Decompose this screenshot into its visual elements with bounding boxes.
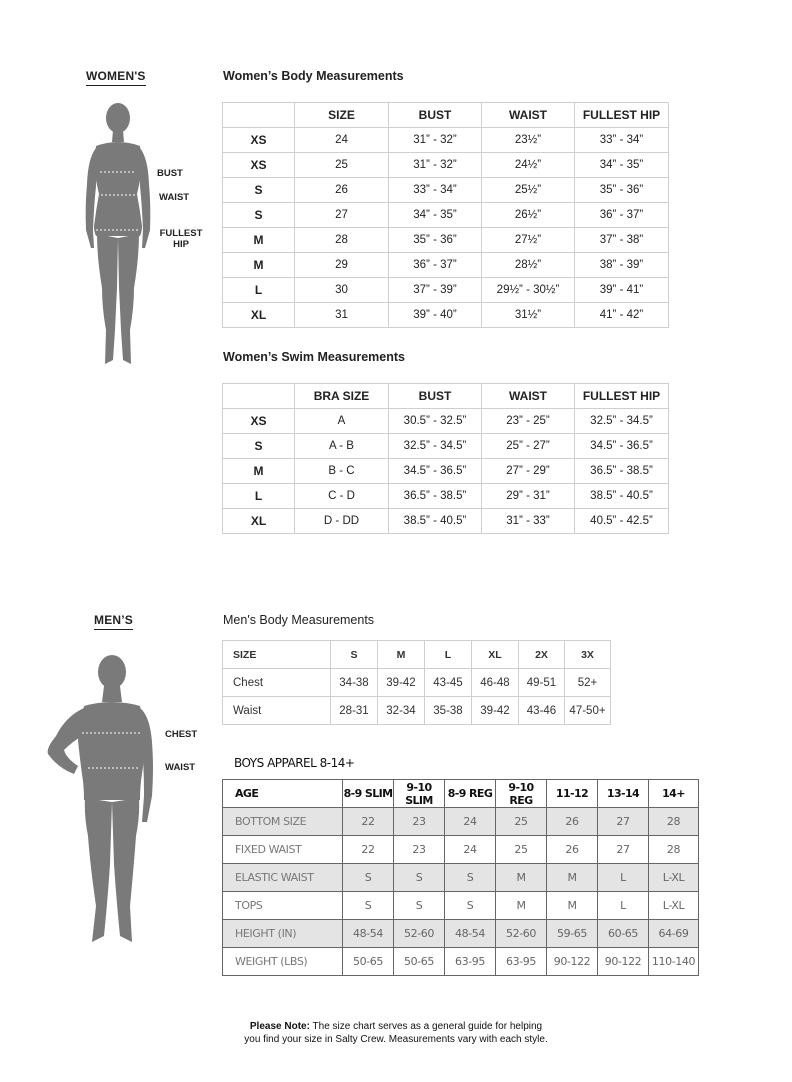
table-cell: 38.5” - 40.5” [575, 484, 669, 509]
mens-waist-label: WAIST [165, 762, 196, 773]
size-label-cell: M [223, 228, 295, 253]
size-label-cell: XL [223, 303, 295, 328]
size-note [200, 1021, 592, 1046]
table-cell: 63-95 [445, 948, 496, 976]
table-cell: 50-65 [343, 948, 394, 976]
table-cell: C - D [295, 484, 389, 509]
table-cell: M [547, 864, 598, 892]
fullest-hip-label-line2: HIP [173, 239, 189, 250]
table-cell: 35” - 36” [389, 228, 482, 253]
bust-label: BUST [157, 168, 183, 179]
womens-body-header-cell: WAIST [482, 103, 575, 128]
table-row [223, 153, 669, 178]
table-cell: 38.5” - 40.5” [389, 509, 482, 534]
womens-body-header-cell: FULLEST HIP [575, 103, 669, 128]
mens-heading: MEN’S [94, 613, 133, 630]
table-cell: 36” - 37” [389, 253, 482, 278]
table-cell: 33” - 34” [389, 178, 482, 203]
table-cell: 40.5” - 42.5” [575, 509, 669, 534]
table-cell: 39” - 41” [575, 278, 669, 303]
boys-header-cell: 8-9 SLIM [343, 780, 394, 808]
table-cell: 52-60 [394, 920, 445, 948]
table-cell: 34” - 35” [575, 153, 669, 178]
table-cell: 48-54 [343, 920, 394, 948]
table-cell: 52+ [565, 669, 611, 697]
table-cell: B - C [295, 459, 389, 484]
table-cell: 29” - 31” [482, 484, 575, 509]
table-cell: A [295, 409, 389, 434]
womens-body-header-cell: SIZE [295, 103, 389, 128]
table-cell: 39-42 [378, 669, 425, 697]
table-row [223, 669, 611, 697]
table-cell: 50-65 [394, 948, 445, 976]
table-row [223, 434, 669, 459]
table-cell: 35” - 36” [575, 178, 669, 203]
table-cell: S [445, 864, 496, 892]
table-cell: A - B [295, 434, 389, 459]
boys-header-cell: 11-12 [547, 780, 598, 808]
table-cell: S [343, 892, 394, 920]
boys-header-cell: AGE [223, 780, 343, 808]
table-cell: L [598, 892, 649, 920]
table-cell: 46-48 [472, 669, 519, 697]
table-cell: 26 [547, 836, 598, 864]
table-cell: 38” - 39” [575, 253, 669, 278]
table-cell: 34-38 [331, 669, 378, 697]
table-cell: 25½” [482, 178, 575, 203]
size-note-line2: you find your size in Salty Crew. Measurements vary with each style. [244, 1033, 548, 1045]
table-row [223, 253, 669, 278]
table-cell: 25” - 27” [482, 434, 575, 459]
mens-header-cell: L [425, 641, 472, 669]
size-label-cell: XL [223, 509, 295, 534]
size-label-cell: XS [223, 153, 295, 178]
table-cell: S [394, 864, 445, 892]
table-cell: 23½” [482, 128, 575, 153]
mens-body-title: Men's Body Measurements [223, 613, 375, 627]
table-cell: 27 [598, 836, 649, 864]
table-cell: 32-34 [378, 697, 425, 725]
womens-body-header-row [223, 103, 669, 128]
table-cell: 23 [394, 808, 445, 836]
table-cell: 31” - 33” [482, 509, 575, 534]
table-cell: 27 [295, 203, 389, 228]
table-cell: 36.5” - 38.5” [389, 484, 482, 509]
table-cell: 31 [295, 303, 389, 328]
table-cell: 37” - 38” [575, 228, 669, 253]
table-cell: 52-60 [496, 920, 547, 948]
table-cell: 24 [445, 836, 496, 864]
table-cell: M [547, 892, 598, 920]
table-cell: 23” - 25” [482, 409, 575, 434]
womens-swim-header-cell: BRA SIZE [295, 384, 389, 409]
womens-swim-header-cell [223, 384, 295, 409]
table-cell: 23 [394, 836, 445, 864]
row-label-cell: Chest [223, 669, 331, 697]
table-row [223, 203, 669, 228]
table-row [223, 892, 699, 920]
table-cell: 28½” [482, 253, 575, 278]
boys-header-cell: 8-9 REG [445, 780, 496, 808]
table-cell: 30.5” - 32.5” [389, 409, 482, 434]
boys-header-cell: 14+ [649, 780, 699, 808]
table-cell: 32.5” - 34.5” [389, 434, 482, 459]
table-row [223, 836, 699, 864]
table-cell: 27½” [482, 228, 575, 253]
size-label-cell: M [223, 459, 295, 484]
table-cell: 36” - 37” [575, 203, 669, 228]
table-row [223, 484, 669, 509]
table-row [223, 920, 699, 948]
boys-header-cell: 9-10 REG [496, 780, 547, 808]
table-cell: 27” - 29” [482, 459, 575, 484]
table-row [223, 697, 611, 725]
table-cell: 28 [649, 808, 699, 836]
table-row [223, 178, 669, 203]
boys-apparel-table [222, 779, 699, 976]
row-label-cell: TOPS [223, 892, 343, 920]
table-cell: 29 [295, 253, 389, 278]
table-cell: 31” - 32” [389, 153, 482, 178]
table-cell: 32.5” - 34.5” [575, 409, 669, 434]
size-label-cell: M [223, 253, 295, 278]
table-cell: 24 [295, 128, 389, 153]
table-cell: 110-140 [649, 948, 699, 976]
table-cell: 37” - 39” [389, 278, 482, 303]
boys-header-row [223, 780, 699, 808]
table-cell: 47-50+ [565, 697, 611, 725]
table-cell: 24½” [482, 153, 575, 178]
table-cell: 28 [295, 228, 389, 253]
table-row [223, 459, 669, 484]
table-cell: 34.5” - 36.5” [389, 459, 482, 484]
table-cell: 25 [295, 153, 389, 178]
table-cell: M [496, 892, 547, 920]
table-row [223, 278, 669, 303]
row-label-cell: BOTTOM SIZE [223, 808, 343, 836]
table-cell: 90-122 [598, 948, 649, 976]
womens-swim-table [222, 383, 669, 534]
womens-body-header-cell: BUST [389, 103, 482, 128]
table-cell: L-XL [649, 864, 699, 892]
table-cell: 43-45 [425, 669, 472, 697]
table-cell: S [343, 864, 394, 892]
table-cell: 48-54 [445, 920, 496, 948]
fullest-hip-label-line1: FULLEST [159, 228, 203, 239]
table-cell: 25 [496, 836, 547, 864]
row-label-cell: WEIGHT (LBS) [223, 948, 343, 976]
table-row [223, 509, 669, 534]
size-label-cell: S [223, 203, 295, 228]
table-cell: 30 [295, 278, 389, 303]
womens-body-table [222, 102, 669, 328]
womens-swim-title: Women’s Swim Measurements [223, 350, 406, 364]
table-cell: 33” - 34” [575, 128, 669, 153]
mens-header-cell: 3X [565, 641, 611, 669]
table-row [223, 303, 669, 328]
table-cell: L-XL [649, 892, 699, 920]
table-cell: 24 [445, 808, 496, 836]
chest-label: CHEST [165, 729, 198, 740]
size-label-cell: XS [223, 409, 295, 434]
mens-header-row [223, 641, 611, 669]
row-label-cell: HEIGHT (IN) [223, 920, 343, 948]
table-cell: 41” - 42” [575, 303, 669, 328]
table-cell: 28-31 [331, 697, 378, 725]
womens-figure-illustration [80, 98, 156, 370]
table-cell: 26½” [482, 203, 575, 228]
table-cell: 49-51 [519, 669, 565, 697]
table-row [223, 948, 699, 976]
fullest-hip-label [158, 228, 204, 250]
table-cell: S [394, 892, 445, 920]
table-cell: 59-65 [547, 920, 598, 948]
table-cell: 22 [343, 808, 394, 836]
table-row [223, 864, 699, 892]
mens-body-table [222, 640, 611, 725]
table-cell: 43-46 [519, 697, 565, 725]
size-note-bold: Please Note: [249, 1021, 310, 1032]
womens-heading: WOMEN'S [86, 69, 146, 86]
size-note-line1 [200, 1021, 592, 1034]
row-label-cell: Waist [223, 697, 331, 725]
womens-body-title: Women’s Body Measurements [223, 69, 404, 83]
mens-header-cell: XL [472, 641, 519, 669]
table-cell: 64-69 [649, 920, 699, 948]
table-cell: 31½” [482, 303, 575, 328]
table-cell: 27 [598, 808, 649, 836]
table-cell: M [496, 864, 547, 892]
table-cell: S [445, 892, 496, 920]
size-note-text1: The size chart serves as a general guide for helping [309, 1021, 543, 1032]
table-cell: 35-38 [425, 697, 472, 725]
waist-label: WAIST [159, 192, 190, 203]
table-cell: 26 [295, 178, 389, 203]
womens-body-header-cell [223, 103, 295, 128]
table-cell: D - DD [295, 509, 389, 534]
table-cell: 31” - 32” [389, 128, 482, 153]
table-cell: 29½” - 30½” [482, 278, 575, 303]
womens-swim-header-cell: BUST [389, 384, 482, 409]
boys-header-cell: 13-14 [598, 780, 649, 808]
table-cell: 34” - 35” [389, 203, 482, 228]
table-cell: L [598, 864, 649, 892]
boys-header-cell: 9-10 SLIM [394, 780, 445, 808]
womens-swim-header-row [223, 384, 669, 409]
boys-title: BOYS APPAREL 8-14+ [234, 756, 355, 770]
table-row [223, 228, 669, 253]
table-row [223, 128, 669, 153]
table-cell: 25 [496, 808, 547, 836]
row-label-cell: FIXED WAIST [223, 836, 343, 864]
table-cell: 39” - 40” [389, 303, 482, 328]
size-label-cell: L [223, 278, 295, 303]
mens-header-cell: S [331, 641, 378, 669]
mens-header-cell: SIZE [223, 641, 331, 669]
mens-header-cell: 2X [519, 641, 565, 669]
womens-swim-header-cell: WAIST [482, 384, 575, 409]
table-cell: 22 [343, 836, 394, 864]
row-label-cell: ELASTIC WAIST [223, 864, 343, 892]
size-label-cell: S [223, 178, 295, 203]
womens-swim-header-cell: FULLEST HIP [575, 384, 669, 409]
size-label-cell: S [223, 434, 295, 459]
table-cell: 26 [547, 808, 598, 836]
table-cell: 36.5” - 38.5” [575, 459, 669, 484]
table-cell: 39-42 [472, 697, 519, 725]
table-row [223, 808, 699, 836]
table-cell: 28 [649, 836, 699, 864]
table-cell: 63-95 [496, 948, 547, 976]
mens-figure-illustration [44, 650, 156, 950]
mens-header-cell: M [378, 641, 425, 669]
table-row [223, 409, 669, 434]
table-cell: 60-65 [598, 920, 649, 948]
table-cell: 34.5” - 36.5” [575, 434, 669, 459]
table-cell: 90-122 [547, 948, 598, 976]
size-label-cell: L [223, 484, 295, 509]
size-label-cell: XS [223, 128, 295, 153]
